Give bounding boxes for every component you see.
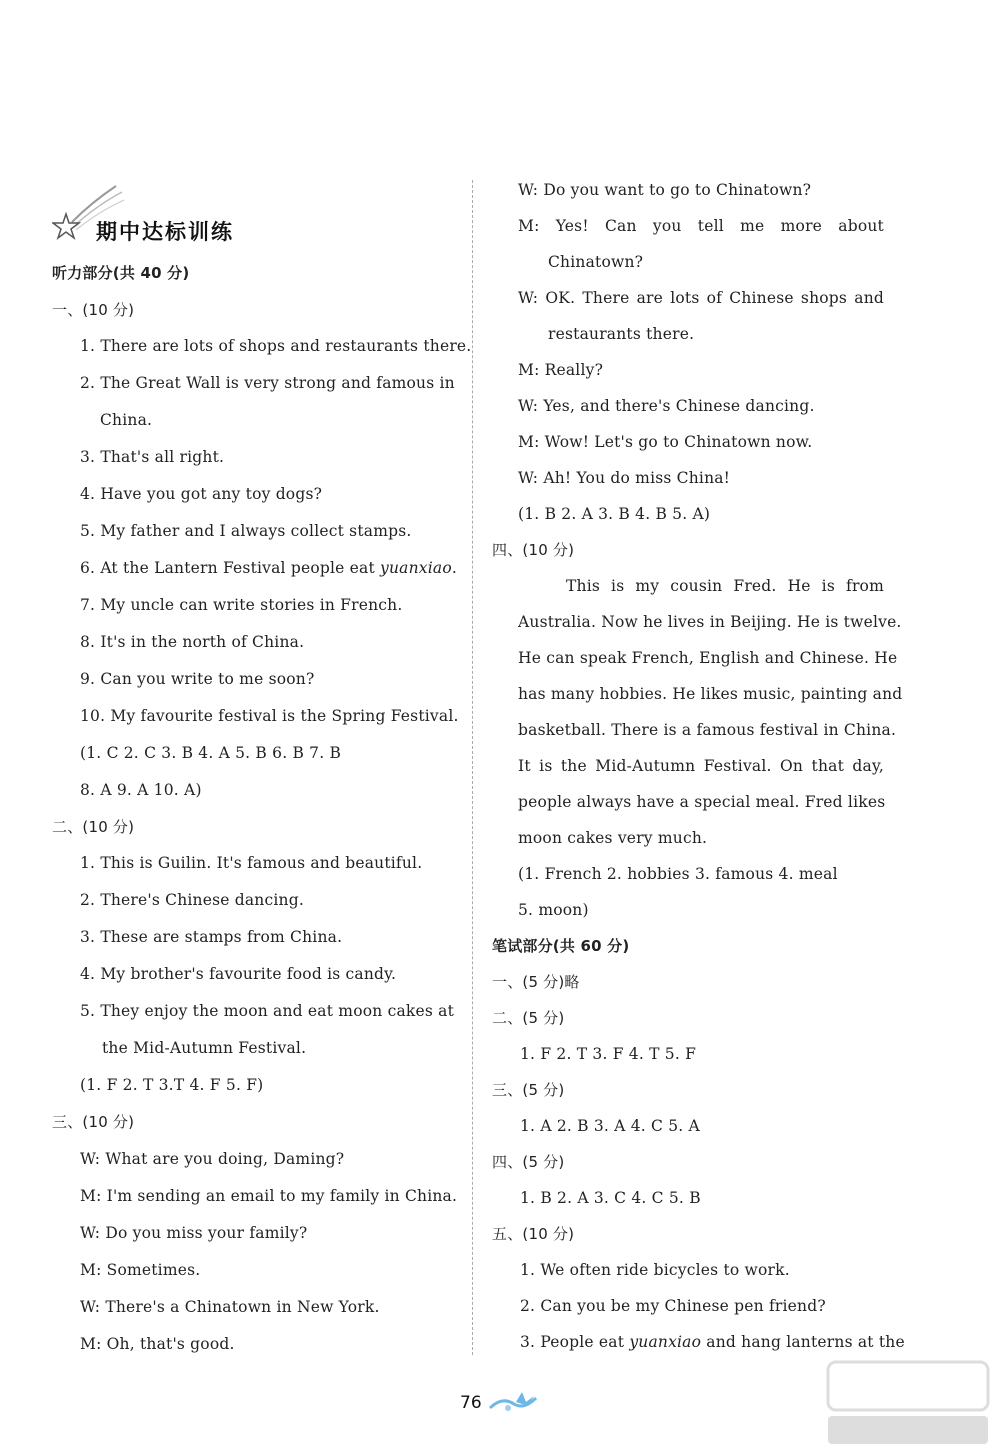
list-item: 1. We often ride bicycles to work.	[520, 1261, 790, 1279]
listening-header: 听力部分(共 40 分)	[52, 264, 190, 282]
written-part-3-label: 三、(5 分)	[492, 1081, 565, 1099]
passage-line: has many hobbies. He likes music, painting and	[518, 685, 903, 703]
written-part-1: 一、(5 分)略	[492, 973, 580, 991]
dialogue-line: W: What are you doing, Daming?	[80, 1150, 345, 1168]
dialogue-line: W: There's a Chinatown in New York.	[80, 1298, 380, 1316]
answer-key: 1. A 2. B 3. A 4. C 5. A	[520, 1117, 700, 1135]
answer-key: (1. B 2. A 3. B 4. B 5. A)	[518, 505, 711, 523]
dialogue-line: M: Oh, that's good.	[80, 1335, 235, 1353]
dialogue-line: M: Wow! Let's go to Chinatown now.	[518, 433, 813, 451]
passage-line: basketball. There is a famous festival in China.	[518, 721, 897, 739]
italic-term: yuanxiao	[380, 559, 452, 577]
dialogue-line: M: Really?	[518, 361, 604, 379]
part-2-label: 二、(10 分)	[52, 818, 135, 836]
written-part-2-label: 二、(5 分)	[492, 1009, 565, 1027]
part-4-label: 四、(10 分)	[492, 541, 575, 559]
section-title-block	[52, 182, 312, 242]
passage-line: Australia. Now he lives in Beijing. He is twelve.	[518, 613, 902, 631]
list-item: 4. My brother's favourite food is candy.	[80, 965, 397, 983]
dialogue-line: M: Sometimes.	[80, 1261, 201, 1279]
part-1-label: 一、(10 分)	[52, 301, 135, 319]
answer-key: 5. moon)	[518, 901, 589, 919]
list-item: 5. My father and I always collect stamps.	[80, 522, 412, 540]
list-item: 3. That's all right.	[80, 448, 225, 466]
italic-term: yuanxiao	[629, 1333, 702, 1351]
dialogue-line: W: Yes, and there's Chinese dancing.	[518, 397, 815, 415]
list-item: 1. There are lots of shops and restaurants there.	[80, 337, 472, 355]
section-title: 期中达标训练	[96, 220, 234, 244]
dialogue-line: W: Ah! You do miss China!	[518, 469, 731, 487]
dialogue-line: W: Do you want to go to Chinatown?	[518, 181, 812, 199]
answer-key: 1. F 2. T 3. F 4. T 5. F	[520, 1045, 697, 1063]
list-item: 10. My favourite festival is the Spring Festival.	[80, 707, 459, 725]
list-item: 1. This is Guilin. It's famous and beautiful.	[80, 854, 423, 872]
passage-line: It is the Mid-Autumn Festival. On that day,	[518, 757, 884, 775]
written-part-4-label: 四、(5 分)	[492, 1153, 565, 1171]
list-item: 5. They enjoy the moon and eat moon cakes at	[80, 1002, 455, 1020]
passage-line: people always have a special meal. Fred likes	[518, 793, 886, 811]
passage-line: moon cakes very much.	[518, 829, 708, 847]
dialogue-line: M: I'm sending an email to my family in China.	[80, 1187, 458, 1205]
dialogue-line: W: OK. There are lots of Chinese shops and	[518, 289, 884, 307]
written-header: 笔试部分(共 60 分)	[492, 937, 630, 955]
list-item: 4. Have you got any toy dogs?	[80, 485, 323, 503]
answer-key: 1. B 2. A 3. C 4. C 5. B	[520, 1189, 701, 1207]
list-item-text: 3. People eat	[520, 1333, 630, 1351]
passage-line: He can speak French, English and Chinese. He	[518, 649, 898, 667]
answer-key: 8. A 9. A 10. A)	[80, 781, 202, 799]
leaf-decoration-icon	[488, 1388, 540, 1416]
list-item: 2. The Great Wall is very strong and famous in	[80, 374, 455, 392]
list-item	[520, 1332, 905, 1352]
watermark-logo	[826, 1358, 996, 1448]
list-item-end: and hang lanterns at the	[701, 1333, 905, 1351]
list-item: the Mid-Autumn Festival.	[102, 1039, 307, 1057]
list-item-end: .	[451, 559, 458, 577]
answer-key: (1. C 2. C 3. B 4. A 5. B 6. B 7. B	[80, 744, 342, 762]
dialogue-line: M: Yes! Can you tell me more about	[518, 217, 884, 235]
column-divider	[472, 180, 473, 1355]
list-item: China.	[100, 411, 153, 429]
list-item: 2. There's Chinese dancing.	[80, 891, 304, 909]
written-part-5-label: 五、(10 分)	[492, 1225, 575, 1243]
part-3-label: 三、(10 分)	[52, 1113, 135, 1131]
list-item: 8. It's in the north of China.	[80, 633, 305, 651]
list-item	[80, 558, 457, 578]
list-item-text: 6. At the Lantern Festival people eat	[80, 559, 381, 577]
answer-key: (1. French 2. hobbies 3. famous 4. meal	[518, 865, 838, 883]
dialogue-line: Chinatown?	[548, 253, 644, 271]
list-item: 7. My uncle can write stories in French.	[80, 596, 403, 614]
list-item: 9. Can you write to me soon?	[80, 670, 315, 688]
list-item: 3. These are stamps from China.	[80, 928, 343, 946]
dialogue-line: W: Do you miss your family?	[80, 1224, 308, 1242]
passage-line: This is my cousin Fred. He is from	[566, 577, 884, 595]
list-item: 2. Can you be my Chinese pen friend?	[520, 1297, 826, 1315]
dialogue-line: restaurants there.	[548, 325, 695, 343]
answer-key: (1. F 2. T 3.T 4. F 5. F)	[80, 1076, 264, 1094]
page-number: 76	[460, 1393, 482, 1413]
